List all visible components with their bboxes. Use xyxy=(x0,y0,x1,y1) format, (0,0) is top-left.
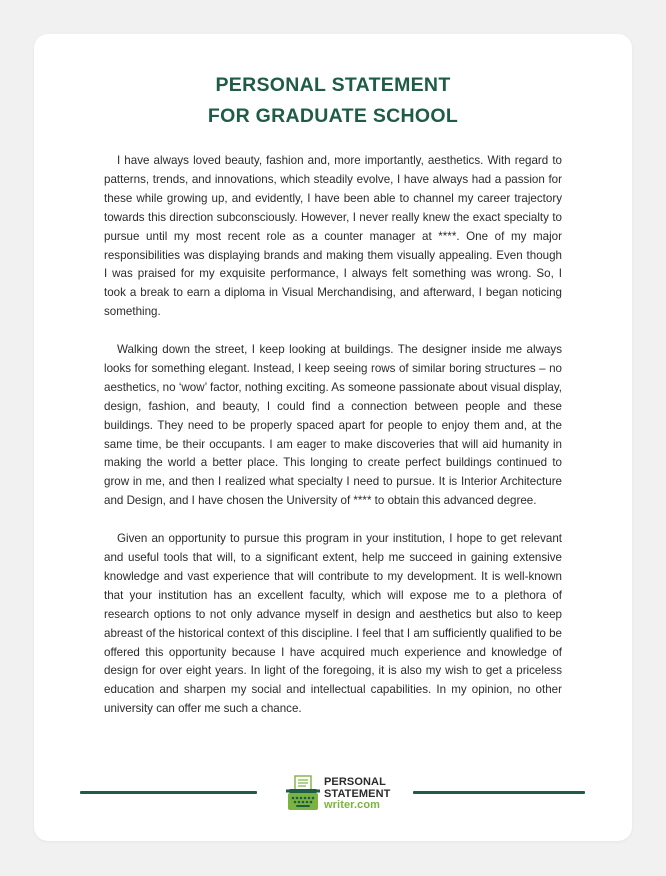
footer-divider-right xyxy=(413,791,585,794)
typewriter-icon xyxy=(286,775,320,813)
title-line-1: PERSONAL STATEMENT xyxy=(215,74,451,96)
logo-wordmark xyxy=(324,777,391,812)
document-title xyxy=(0,70,666,132)
logo-line-3: writer.com xyxy=(324,799,381,811)
paragraph-3: Given an opportunity to pursue this program in your institution, I hope to get relevant and useful tools that will, to a significant extent, help me succeed in gaining extensive knowledge and vast experience that will contribute to my development. It is well-known that your institution has an excellent faculty, which will expose me to a plethora of research options to not only advance myself in design and aesthetics but also to keep abreast of the historical context of this discipline. I feel that I am sufficiently qualified to be offered this opportunity because I have acquired much experience and knowledge of design for over eight years. In light of the foregoing, it is also my wish to get a priceless education and sharpen my social and intellectual capabilities. In my opinion, no other university can offer me such a chance. xyxy=(104,532,562,716)
document-body xyxy=(104,152,562,738)
logo-line-2: STATEMENT xyxy=(324,787,391,800)
paragraph-2: Walking down the street, I keep looking at buildings. The designer inside me always looks for something elegant. Instead, I keep seeing rows of similar boring structures – no aesthetics, no ‘wow’ factor, nothing exciting. As someone passionate about visual display, design, fashion, and beauty, I could find a connection between people and these buildings. They need to be properly spaced apart for people to enjoy them and, at the same time, be their occupants. I am eager to make discoveries that will aid humanity in making the world a better place. This longing to create perfect buildings continued to grow in me, and then I realized what specialty I need to pursue. It is Interior Architecture and Design, and I have chosen the University of **** to obtain this advanced degree. xyxy=(104,343,562,508)
logo-line-1: PERSONAL xyxy=(324,776,386,788)
paragraph-1: I have always loved beauty, fashion and, more importantly, aesthetics. With regard to patterns, trends, and innovations, which steadily evolve, I have always had a passion for these while growing up, and evidently, I have been able to channel my career trajectory towards this direction subconsciously. However, I never really knew the exact specialty to pursue until my most recent role as a counter manager at ****. One of my major responsibilities was displaying brands and making them visually appealing. Even though I was praised for my exquisite performance, I always felt something was wrong. So, I took a break to earn a diploma in Visual Merchandising, and afterward, I began noticing something. xyxy=(104,154,562,319)
title-line-2: FOR GRADUATE SCHOOL xyxy=(207,105,459,127)
footer-logo xyxy=(286,775,406,815)
footer-divider-left xyxy=(80,791,257,794)
